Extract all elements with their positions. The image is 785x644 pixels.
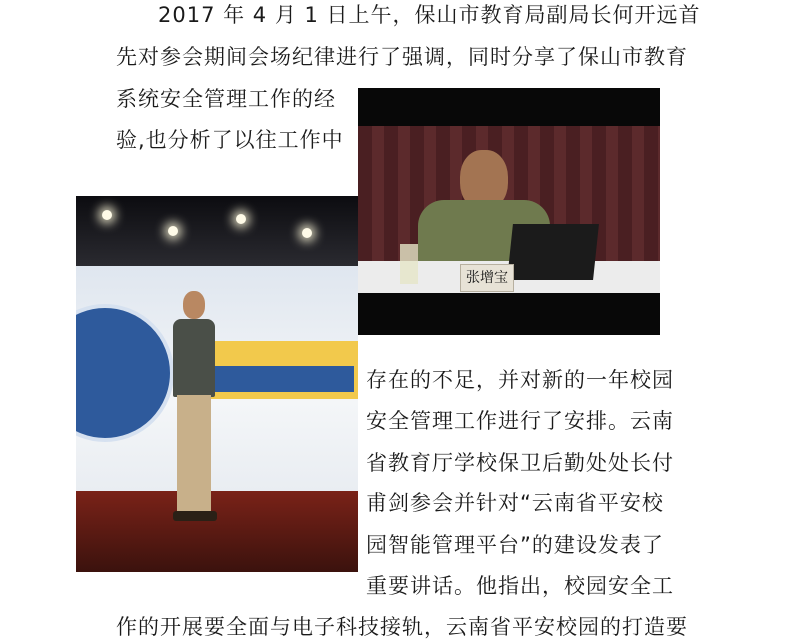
stage-light <box>102 210 112 220</box>
laptop <box>507 224 599 280</box>
paragraph-line: 省教育厅学校保卫后勤处处长付 <box>366 451 674 475</box>
paragraph-line: 系统安全管理工作的经 <box>116 87 336 111</box>
paragraph-line: 甫剑参会并针对“云南省平安校 <box>366 491 664 515</box>
photo-officer-at-desk <box>358 88 660 335</box>
stage-ceiling <box>76 196 358 266</box>
paragraph-line: 存在的不足，并对新的一年校园 <box>366 368 674 392</box>
paragraph-line: 2017 年 4 月 1 日上午，保山市教育局副局长何开远首 <box>158 3 701 27</box>
speaker-figure <box>169 291 219 521</box>
stage-light <box>302 228 312 238</box>
paragraph-line: 安全管理工作进行了安排。云南 <box>366 409 674 433</box>
paragraph-line: 重要讲话。他指出，校园安全工 <box>366 574 674 598</box>
paragraph-line: 园智能管理平台”的建设发表了 <box>366 533 664 557</box>
desk-nameplate: 张增宝 <box>460 264 514 292</box>
photo-speaker-on-stage <box>76 196 358 572</box>
paragraph-line: 先对参会期间会场纪律进行了强调，同时分享了保山市教育 <box>116 45 688 69</box>
stage-light <box>236 214 246 224</box>
letterbox-bar <box>358 293 660 335</box>
screen-banner-subtitle <box>214 366 354 392</box>
stage-light <box>168 226 178 236</box>
paragraph-line: 作的开展要全面与电子科技接轨，云南省平安校园的打造要 <box>116 615 688 639</box>
paragraph-line: 验,也分析了以往工作中 <box>116 128 344 152</box>
tea-cup <box>400 244 418 284</box>
